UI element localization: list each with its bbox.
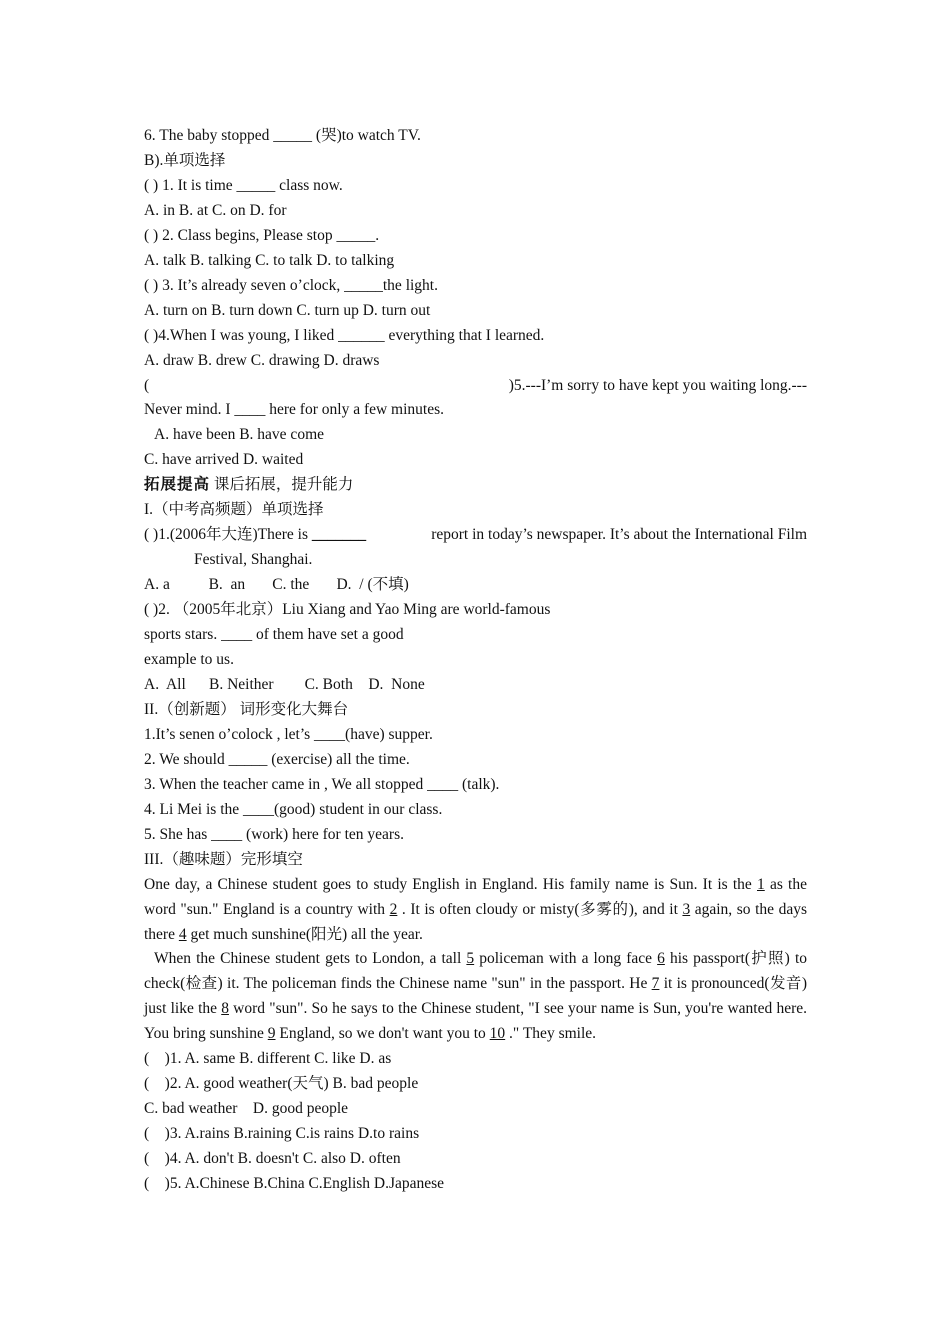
- document-page: [144, 124, 807, 1197]
- cloze-question-3: ( )3. A.rains B.raining C.is rains D.to rains: [144, 1125, 420, 1143]
- question-ii1: 1.It’s senen o’colock , let’s ____(have) supper.: [144, 725, 433, 743]
- question-i2-cont2: example to us.: [144, 651, 234, 669]
- cloze-question-2-cont: C. bad weather D. good people: [144, 1100, 349, 1118]
- cloze-text: it is pronounced(发音) just like the: [144, 975, 807, 1018]
- cloze-question-4: ( )4. A. don't B. doesn't C. also D. often: [144, 1150, 401, 1168]
- cloze-blank-2: 2: [389, 900, 398, 918]
- options-b5-line2: C. have arrived D. waited: [144, 451, 304, 469]
- cloze-text: When the Chinese student gets to London, a tall: [154, 950, 467, 968]
- cloze-text: One day, a Chinese student goes to study English in England. His family name is Sun. It is the: [144, 875, 757, 893]
- cloze-text: ." They smile.: [505, 1025, 597, 1043]
- section-b-heading: B).单项选择: [144, 151, 226, 169]
- question-i2-cont1: sports stars. ____ of them have set a good: [144, 626, 404, 644]
- question-i1-blank: _______: [311, 526, 367, 544]
- extension-heading: [144, 473, 807, 498]
- cloze-text: his passport(护照) to check(检查) it. The policeman finds the Chinese name "sun" in the passport. He: [144, 950, 808, 993]
- cloze-question-2: ( )2. A. good weather(天气) B. bad people: [144, 1075, 419, 1093]
- question-b2: ( ) 2. Class begins, Please stop _____.: [144, 226, 380, 244]
- extension-subtitle: 课后拓展，提升能力: [210, 476, 354, 494]
- section-iii-heading: III.（趣味题）完形填空: [144, 850, 303, 868]
- cloze-text: word "sun". So he says to the Chinese student, "I see your name is Sun, you're wanted here. You bring sunshine: [144, 1000, 807, 1043]
- question-b5-text: )5.---I’m sorry to have kept you waiting long.---: [508, 376, 807, 394]
- question-b4: ( )4.When I was young, I liked ______ everything that I learned.: [144, 326, 545, 344]
- question-i1-prefix: ( )1.(2006年大连)There is: [144, 526, 312, 544]
- options-b1: A. in B. at C. on D. for: [144, 201, 287, 219]
- question-b5-paren: (: [144, 376, 150, 394]
- exercise-a6: 6. The baby stopped _____ (哭)to watch TV.: [144, 127, 421, 144]
- cloze-text: again, so the days there: [144, 900, 807, 943]
- cloze-question-1: ( )1. A. same B. different C. like D. as: [144, 1050, 392, 1068]
- cloze-blank-1: 1: [757, 875, 765, 893]
- cloze-blank-4: 4: [178, 925, 187, 943]
- cloze-question-5: ( )5. A.Chinese B.China C.English D.Japanese: [144, 1175, 445, 1193]
- cloze-blank-9: 9: [267, 1025, 276, 1043]
- options-b2: A. talk B. talking C. to talk D. to talking: [144, 251, 395, 269]
- question-b3: ( ) 3. It’s already seven o’clock, _____the light.: [144, 276, 438, 294]
- cloze-blank-8: 8: [221, 1000, 229, 1018]
- options-i1: A. a B. an C. the D. / (不填): [144, 576, 409, 594]
- cloze-text: England, so we don't want you to: [275, 1025, 490, 1043]
- question-ii5: 5. She has ____ (work) here for ten years.: [144, 825, 404, 843]
- cloze-blank-6: 6: [657, 950, 665, 968]
- cloze-text: . It is often cloudy or misty(多雾的), and it: [397, 900, 683, 918]
- extension-label: 拓展提高: [144, 476, 211, 494]
- question-ii3: 3. When the teacher came in , We all stopped ____ (talk).: [144, 775, 500, 793]
- question-i1-rest: report in today’s newspaper. It’s about the International Film: [431, 526, 807, 544]
- question-ii2: 2. We should _____ (exercise) all the time.: [144, 750, 410, 768]
- cloze-text: get much sunshine(阳光) all the year.: [186, 925, 423, 943]
- section-i-heading: I.（中考高频题）单项选择: [144, 501, 324, 519]
- question-b1: ( ) 1. It is time _____ class now.: [144, 176, 343, 194]
- question-i1-stem: [144, 523, 366, 548]
- cloze-paragraph-1: [144, 873, 807, 948]
- options-i2: A. All B. Neither C. Both D. None: [144, 675, 425, 693]
- cloze-text: as the word "sun." England is a country with: [144, 875, 807, 918]
- question-i1: [144, 523, 807, 548]
- question-i2: ( )2. （2005年北京）Liu Xiang and Yao Ming are world-famous: [144, 601, 551, 619]
- section-ii-heading: II.（创新题） 词形变化大舞台: [144, 700, 349, 718]
- options-b5-line1: A. have been B. have come: [154, 426, 325, 444]
- question-ii4: 4. Li Mei is the ____(good) student in our class.: [144, 800, 443, 818]
- cloze-blank-10: 10: [489, 1025, 506, 1043]
- cloze-blank-7: 7: [651, 975, 660, 993]
- cloze-blank-5: 5: [466, 950, 475, 968]
- cloze-blank-3: 3: [682, 900, 691, 918]
- cloze-paragraph-2: [144, 947, 807, 1047]
- options-b4: A. draw B. drew C. drawing D. draws: [144, 351, 380, 369]
- options-b3: A. turn on B. turn down C. turn up D. turn out: [144, 301, 431, 319]
- question-b5-cont: Never mind. I ____ here for only a few minutes.: [144, 401, 445, 419]
- question-b5: [144, 374, 807, 399]
- cloze-text: policeman with a long face: [474, 950, 658, 968]
- question-i1-cont: Festival, Shanghai.: [194, 551, 313, 569]
